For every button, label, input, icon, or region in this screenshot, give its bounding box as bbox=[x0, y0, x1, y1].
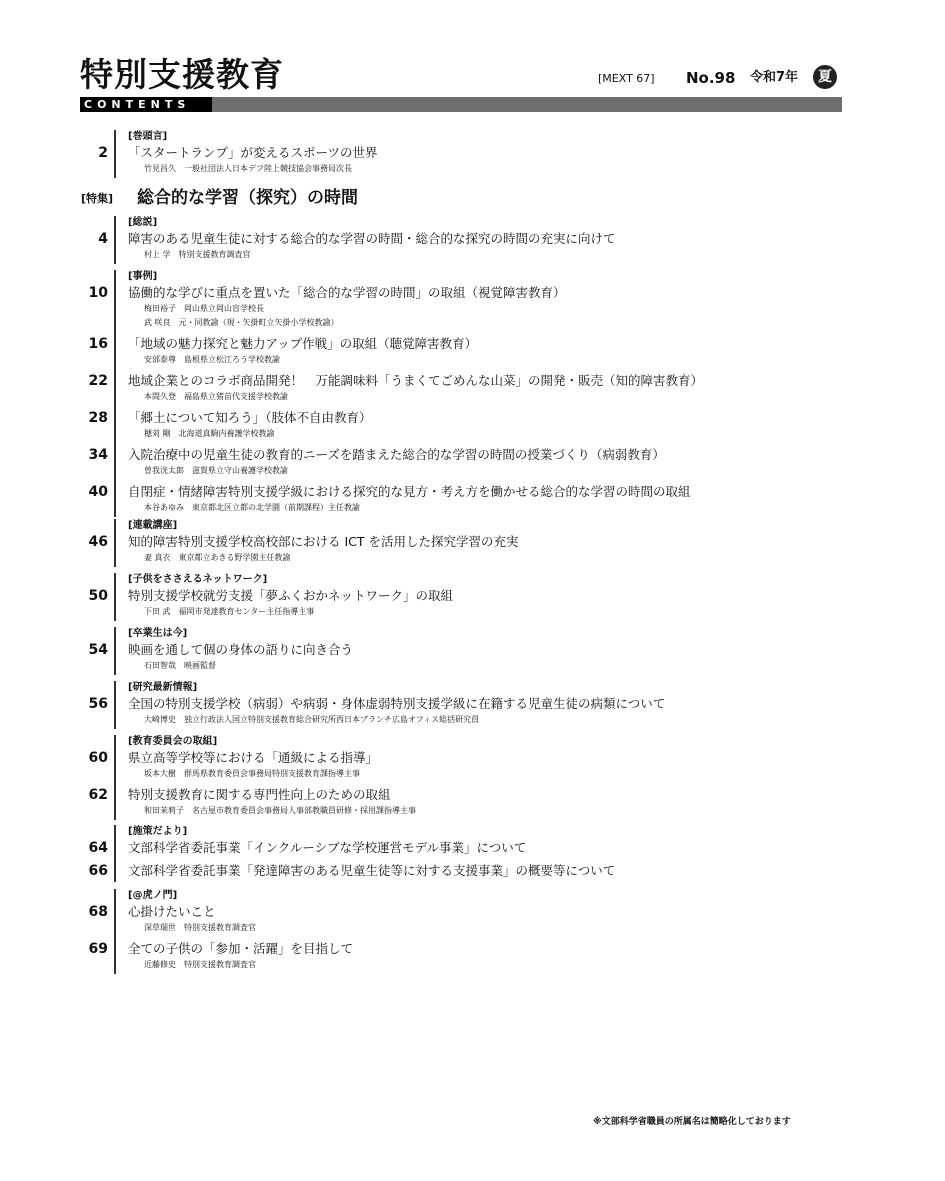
section-label: [事例] bbox=[128, 271, 158, 282]
article-title: 地域企業とのコラボ商品開発！ 万能調味料「うまくてごめんな山菜」の開発・販売（知的障害教育） bbox=[128, 373, 704, 388]
page-number: 50 bbox=[88, 588, 108, 604]
issue-number: No.98 bbox=[686, 69, 736, 87]
section-divider-rule bbox=[114, 735, 116, 820]
section-divider-rule bbox=[114, 216, 116, 264]
toc-entry[interactable] bbox=[128, 587, 838, 619]
section-label: [総説] bbox=[128, 217, 158, 228]
article-author: 妻 真衣 東京都立あきる野学園主任教諭 bbox=[144, 553, 291, 562]
page-number: 10 bbox=[88, 285, 108, 301]
page-number: 4 bbox=[98, 231, 108, 247]
article-title: 「地域の魅力探究と魅力アップ作戦」の取組（聴覚障害教育） bbox=[128, 336, 478, 351]
section-label: [施策だより] bbox=[128, 826, 188, 837]
section-label: [卒業生は今] bbox=[128, 628, 188, 639]
toc-entry[interactable] bbox=[128, 533, 838, 565]
page-number: 28 bbox=[88, 410, 108, 426]
article-title: 「スタートランプ」が変えるスポーツの世界 bbox=[128, 145, 378, 160]
page-number: 46 bbox=[88, 534, 108, 550]
section-label: [子供をささえるネットワーク] bbox=[128, 574, 268, 585]
article-title: 心掛けたいこと bbox=[128, 904, 216, 919]
toc-entry[interactable] bbox=[128, 749, 838, 781]
section-divider-rule bbox=[114, 825, 116, 882]
toc-entry[interactable] bbox=[128, 786, 838, 818]
special-feature-tag: [特集] bbox=[81, 192, 114, 205]
contents-label: CONTENTS bbox=[80, 97, 212, 112]
section-label: [教育委員会の取組] bbox=[128, 736, 218, 747]
mext-code: [MEXT 67] bbox=[598, 72, 655, 85]
toc-entry[interactable] bbox=[128, 230, 838, 262]
article-author: 梅田裕子 岡山県立岡山盲学校長 bbox=[144, 304, 264, 313]
article-title: 入院治療中の児童生徒の教育的ニーズを踏まえた総合的な学習の時間の授業づくり（病弱教育） bbox=[128, 447, 665, 462]
article-title: 文部科学省委託事業「インクルーシブな学校運営モデル事業」について bbox=[128, 840, 527, 855]
section-divider-rule bbox=[114, 889, 116, 974]
article-author: 石田智哉 映画監督 bbox=[144, 661, 216, 670]
section-divider-rule bbox=[114, 519, 116, 567]
page-number: 64 bbox=[88, 840, 108, 856]
section-label: [連載講座] bbox=[128, 520, 178, 531]
article-author: 近藤修史 特別支援教育調査官 bbox=[144, 960, 256, 969]
section-divider-rule bbox=[114, 270, 116, 517]
page-number: 69 bbox=[88, 941, 108, 957]
article-author: 下田 武 福岡市発達教育センター主任指導主事 bbox=[144, 607, 315, 616]
article-author: 坂本大樹 群馬県教育委員会事務局特別支援教育課指導主事 bbox=[144, 769, 360, 778]
article-author: 曽我洸太郎 滋賀県立守山養護学校教諭 bbox=[144, 466, 288, 475]
page-number: 16 bbox=[88, 336, 108, 352]
article-title: 知的障害特別支援学校高校部における ICT を活用した探究学習の充実 bbox=[128, 534, 519, 549]
toc-entry[interactable] bbox=[128, 839, 838, 857]
article-author: 本谷あゆみ 東京都北区立都の北学園（前期課程）主任教諭 bbox=[144, 503, 360, 512]
article-title: 映画を通して個の身体の語りに向き合う bbox=[128, 642, 354, 657]
article-title: 協働的な学びに重点を置いた「総合的な学習の時間」の取組（視覚障害教育） bbox=[128, 285, 566, 300]
article-author: 深草瑞世 特別支援教育調査官 bbox=[144, 923, 256, 932]
page-number: 40 bbox=[88, 484, 108, 500]
page-number: 22 bbox=[88, 373, 108, 389]
article-title: 県立高等学校等における「通級による指導」 bbox=[128, 750, 379, 765]
toc-entry[interactable] bbox=[128, 940, 838, 972]
section-divider-rule bbox=[114, 130, 116, 178]
section-divider-rule bbox=[114, 573, 116, 621]
page-number: 60 bbox=[88, 750, 108, 766]
toc-entry[interactable] bbox=[128, 335, 838, 367]
article-title: 特別支援学校就労支援「夢ふくおかネットワーク」の取組 bbox=[128, 588, 454, 603]
article-title: 障害のある児童生徒に対する総合的な学習の時間・総合的な探究の時間の充実に向けて bbox=[128, 231, 616, 246]
season-badge: 夏 bbox=[813, 65, 837, 89]
article-author: 竹見昌久 一般社団法人日本デフ陸上競技協会事務局次長 bbox=[144, 164, 352, 173]
article-author: 武 咲良 元・同教諭（現・矢掛町立矢掛小学校教諭） bbox=[144, 318, 339, 327]
page-number: 66 bbox=[88, 863, 108, 879]
article-title: 自閉症・情緒障害特別支援学級における探究的な見方・考え方を働かせる総合的な学習の時間の取組 bbox=[128, 484, 691, 499]
issue-era: 令和7年 bbox=[750, 70, 799, 85]
toc-entry[interactable] bbox=[128, 144, 838, 176]
toc-entry[interactable] bbox=[128, 483, 838, 515]
toc-entry[interactable] bbox=[128, 284, 838, 330]
contents-band bbox=[80, 97, 842, 112]
section-divider-rule bbox=[114, 681, 116, 729]
page-number: 2 bbox=[98, 145, 108, 161]
toc-entry[interactable] bbox=[128, 903, 838, 935]
page-number: 68 bbox=[88, 904, 108, 920]
section-divider-rule bbox=[114, 627, 116, 675]
page-number: 62 bbox=[88, 787, 108, 803]
special-feature-title: 総合的な学習（探究）の時間 bbox=[137, 188, 358, 208]
article-title: 全国の特別支援学校（病弱）や病弱・身体虚弱特別支援学級に在籍する児童生徒の病類について bbox=[128, 696, 666, 711]
footnote: ※文部科学省職員の所属名は簡略化しております bbox=[593, 1117, 791, 1127]
article-title: 特別支援教育に関する専門性向上のための取組 bbox=[128, 787, 391, 802]
page-number: 56 bbox=[88, 696, 108, 712]
article-author: 安部泰尊 島根県立松江ろう学校教諭 bbox=[144, 355, 280, 364]
article-title: 全ての子供の「参加・活躍」を目指して bbox=[128, 941, 354, 956]
page-number: 34 bbox=[88, 447, 108, 463]
magazine-title: 特別支援教育 bbox=[80, 55, 284, 94]
section-label: [研究最新情報] bbox=[128, 682, 198, 693]
article-author: 穂苅 剛 北海道真駒内養護学校教諭 bbox=[144, 429, 275, 438]
page-number: 54 bbox=[88, 642, 108, 658]
section-label: [@虎ノ門] bbox=[128, 890, 178, 901]
article-author: 村上 学 特別支援教育調査官 bbox=[144, 250, 251, 259]
article-author: 和田茉莉子 名古屋市教育委員会事務局人事部教職員研修・採用課指導主事 bbox=[144, 806, 416, 815]
toc-entry[interactable] bbox=[128, 862, 838, 880]
toc-entry[interactable] bbox=[128, 409, 838, 441]
article-author: 大崎博史 独立行政法人国立特別支援教育総合研究所西日本ブランチ広島オフィス総括研究員 bbox=[144, 715, 480, 724]
toc-entry[interactable] bbox=[128, 372, 838, 404]
article-author: 本間久登 福島県立猪苗代支援学校教諭 bbox=[144, 392, 288, 401]
article-title: 「郷土について知ろう」（肢体不自由教育） bbox=[128, 410, 372, 425]
article-title: 文部科学省委託事業「発達障害のある児童生徒等に対する支援事業」の概要等について bbox=[128, 863, 616, 878]
toc-entry[interactable] bbox=[128, 641, 838, 673]
toc-entry[interactable] bbox=[128, 446, 838, 478]
toc-entry[interactable] bbox=[128, 695, 838, 727]
section-label: [巻頭言] bbox=[128, 131, 168, 142]
